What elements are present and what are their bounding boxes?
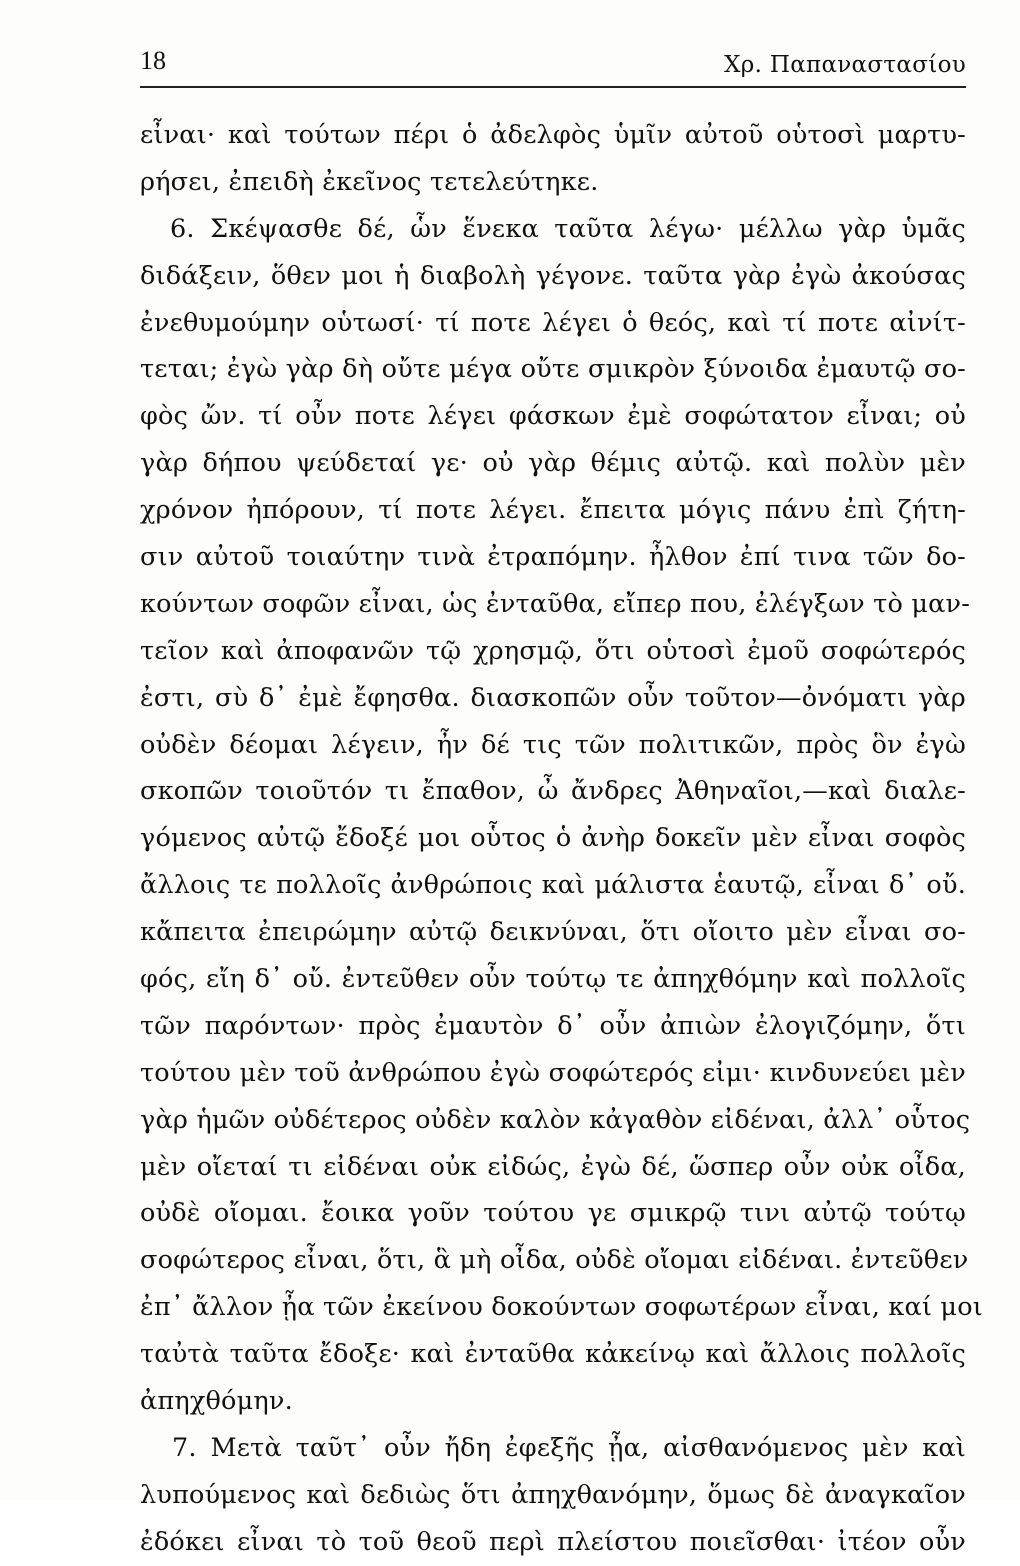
text-line: ἐπ᾽ ἄλλον ᾖα τῶν ἐκείνου δοκούντων σοφωτέρων εἶναι, καί μοι [140, 1292, 983, 1323]
text-line: λυπούμενος καὶ δεδιὼς ὅτι ἀπηχθανόμην, ὅμως δὲ ἀναγκαῖον [140, 1479, 966, 1510]
text-line: ταὐτὰ ταῦτα ἔδοξε· καὶ ἐνταῦθα κἀκείνῳ καὶ ἄλλοις πολλοῖς [140, 1339, 966, 1370]
text-line: οὐδὲν δέομαι λέγειν, ἦν δέ τις τῶν πολιτικῶν, πρὸς ὃν ἐγὼ [140, 729, 966, 760]
page-header [140, 42, 966, 88]
text-line: 6. Σκέψασθε δέ, ὧν ἕνεκα ταῦτα λέγω· μέλλω γὰρ ὑμᾶς [170, 213, 966, 244]
text-line: εἶναι· καὶ τούτων πέρι ὁ ἀδελφὸς ὑμῖν αὐτοῦ οὑτοσὶ μαρτυ- [140, 120, 966, 150]
page-number: 18 [140, 46, 166, 75]
header-rule [140, 86, 966, 88]
text-line: τεται; ἐγὼ γὰρ δὴ οὔτε μέγα οὔτε σμικρὸν ξύνοιδα ἐμαυτῷ σο- [140, 354, 966, 385]
text-line: γὰρ ἡμῶν οὐδέτερος οὐδὲν καλὸν κἀγαθὸν εἰδέναι, ἀλλ᾽ οὗτος [140, 1104, 971, 1135]
text-line: 7. Μετὰ ταῦτ᾽ οὖν ἤδη ἐφεξῆς ᾖα, αἰσθανόμενος μὲν καὶ [172, 1432, 966, 1463]
text-line: κἄπειτα ἐπειρώμην αὐτῷ δεικνύναι, ὅτι οἴοιτο μὲν εἶναι σο- [140, 917, 966, 948]
text-line: ἐστι, σὺ δ᾽ ἐμὲ ἔφησθα. διασκοπῶν οὖν τοῦτον—ὀνόματι γὰρ [140, 682, 966, 713]
text-line: ἀπηχθόμην. [140, 1386, 293, 1417]
text-line: γὰρ δήπου ψεύδεταί γε· οὐ γὰρ θέμις αὐτῷ. καὶ πολὺν μὲν [140, 448, 966, 479]
body-text [140, 112, 983, 1566]
text-line: ἐνεθυμούμην οὑτωσί· τί ποτε λέγει ὁ θεός, καὶ τί ποτε αἰνίτ- [140, 307, 966, 338]
text-line: ρήσει, ἐπειδὴ ἐκεῖνος τετελεύτηκε. [140, 166, 599, 197]
text-line: ἄλλοις τε πολλοῖς ἀνθρώποις καὶ μάλιστα ἑαυτῷ, εἶναι δ᾽ οὔ. [140, 870, 966, 901]
text-line: ἐδόκει εἶναι τὸ τοῦ θεοῦ περὶ πλείστου ποιεῖσθαι· ἰτέον οὖν [140, 1526, 966, 1557]
text-line: οὐδὲ οἴομαι. ἔοικα γοῦν τούτου γε σμικρῷ τινι αὐτῷ τούτῳ [140, 1198, 966, 1229]
text-line: τεῖον καὶ ἀποφανῶν τῷ χρησμῷ, ὅτι οὑτοσὶ ἐμοῦ σοφώτερός [140, 635, 966, 666]
text-line: σκοπῶν τοιοῦτόν τι ἔπαθον, ὦ ἄνδρες Ἀθηναῖοι,—καὶ διαλε- [140, 776, 966, 807]
running-head: Χρ. Παπαναστασίου [724, 52, 966, 78]
text-line: τῶν παρόντων· πρὸς ἐμαυτὸν δ᾽ οὖν ἀπιὼν ἐλογιζόμην, ὅτι [140, 1010, 966, 1041]
text-line: φὸς ὤν. τί οὖν ποτε λέγει φάσκων ἐμὲ σοφώτατον εἶναι; οὐ [140, 401, 966, 432]
text-line: σιν αὐτοῦ τοιαύτην τινὰ ἐτραπόμην. ἦλθον ἐπί τινα τῶν δο- [140, 542, 966, 573]
text-line: σοφώτερος εἶναι, ὅτι, ἃ μὴ οἶδα, οὐδὲ οἴομαι εἰδέναι. ἐντεῦθεν [140, 1245, 969, 1276]
text-line: διδάξειν, ὅθεν μοι ἡ διαβολὴ γέγονε. ταῦτα γὰρ ἐγὼ ἀκούσας [140, 260, 966, 291]
text-line: φός, εἴη δ᾽ οὔ. ἐντεῦθεν οὖν τούτῳ τε ἀπηχθόμην καὶ πολλοῖς [140, 964, 966, 995]
text-line: γόμενος αὐτῷ ἔδοξέ μοι οὗτος ὁ ἀνὴρ δοκεῖν μὲν εἶναι σοφὸς [140, 823, 966, 854]
text-line: τούτου μὲν τοῦ ἀνθρώπου ἐγὼ σοφώτερός εἰμι· κινδυνεύει μὲν [140, 1057, 966, 1088]
text-line: κούντων σοφῶν εἶναι, ὡς ἐνταῦθα, εἴπερ που, ἐλέγξων τὸ μαν- [140, 588, 971, 619]
text-line: μὲν οἴεταί τι εἰδέναι οὐκ εἰδώς, ἐγὼ δέ, ὥσπερ οὖν οὐκ οἶδα, [140, 1151, 966, 1182]
text-line: χρόνον ἠπόρουν, τί ποτε λέγει. ἔπειτα μόγις πάνυ ἐπὶ ζήτη- [140, 495, 966, 526]
